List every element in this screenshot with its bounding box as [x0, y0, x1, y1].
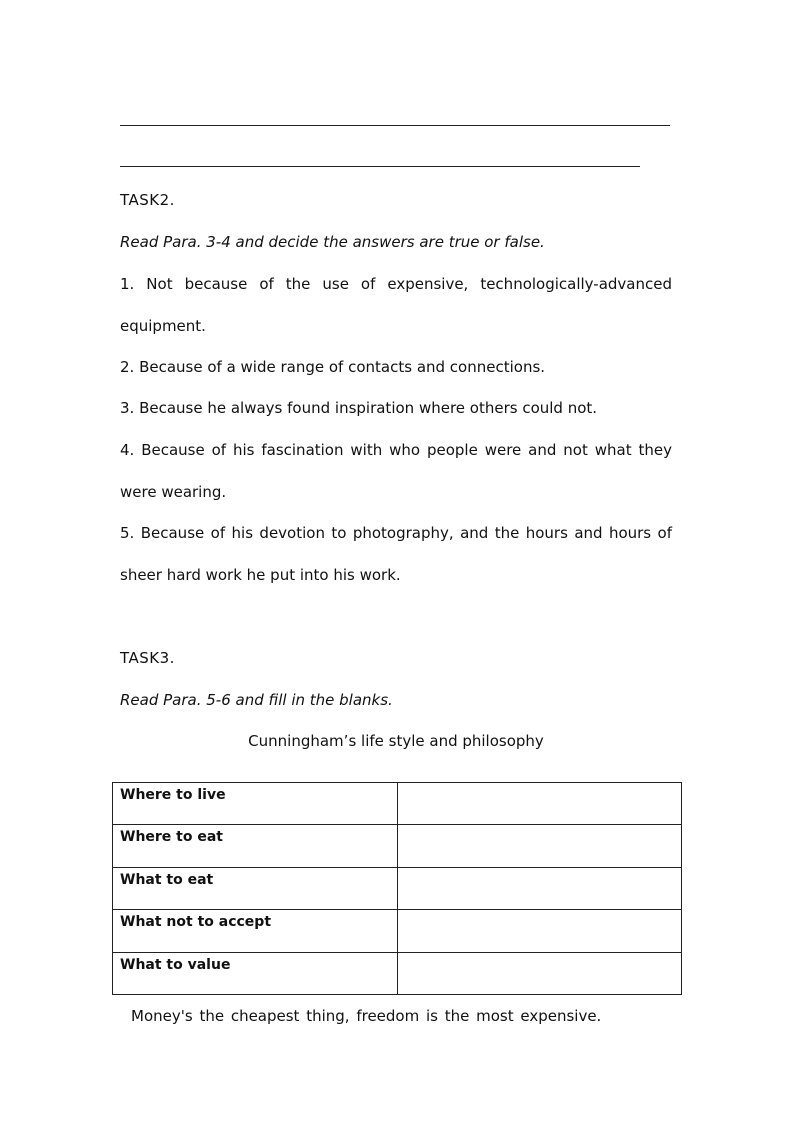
task2-item-3: 3. Because he always found inspiration where others could not. [120, 399, 598, 417]
task2-item-1-line-1: 1. Not because of the use of expensive, technologically-advanced [120, 275, 672, 293]
answer-cell[interactable] [398, 825, 682, 867]
table-row [113, 867, 682, 909]
task2-item-2: 2. Because of a wide range of contacts and connections. [120, 358, 546, 376]
table-row [113, 910, 682, 952]
task2-item-4-line-1: 4. Because of his fascination with who people were and not what they [120, 441, 672, 459]
answer-line-1 [120, 125, 670, 126]
table-row [113, 825, 682, 867]
row-label: Where to eat [113, 825, 398, 867]
answer-cell[interactable] [398, 783, 682, 825]
row-label: What to eat [113, 867, 398, 909]
task2-instruction: Read Para. 3-4 and decide the answers are true or false. [120, 233, 545, 251]
answer-line-2 [120, 166, 640, 167]
task2-item-5-line-2: sheer hard work he put into his work. [120, 566, 401, 584]
table-row [113, 783, 682, 825]
task2-item-5-line-1: 5. Because of his devotion to photography, and the hours and hours of [120, 524, 672, 542]
task2-heading: TASK2. [120, 191, 175, 209]
task2-item-1-line-2: equipment. [120, 317, 206, 335]
table-title: Cunningham’s life style and philosophy [248, 732, 544, 750]
row-label: What to value [113, 952, 398, 994]
life-style-table [112, 782, 682, 995]
task3-instruction: Read Para. 5-6 and fill in the blanks. [120, 691, 393, 709]
answer-cell[interactable] [398, 910, 682, 952]
row-label: Where to live [113, 783, 398, 825]
answer-cell[interactable] [398, 867, 682, 909]
table-row [113, 952, 682, 994]
task3-heading: TASK3. [120, 649, 175, 667]
answer-cell[interactable] [398, 952, 682, 994]
quote: Money's the cheapest thing, freedom is the most expensive. [131, 1007, 602, 1025]
row-label: What not to accept [113, 910, 398, 952]
task2-item-4-line-2: were wearing. [120, 483, 227, 501]
